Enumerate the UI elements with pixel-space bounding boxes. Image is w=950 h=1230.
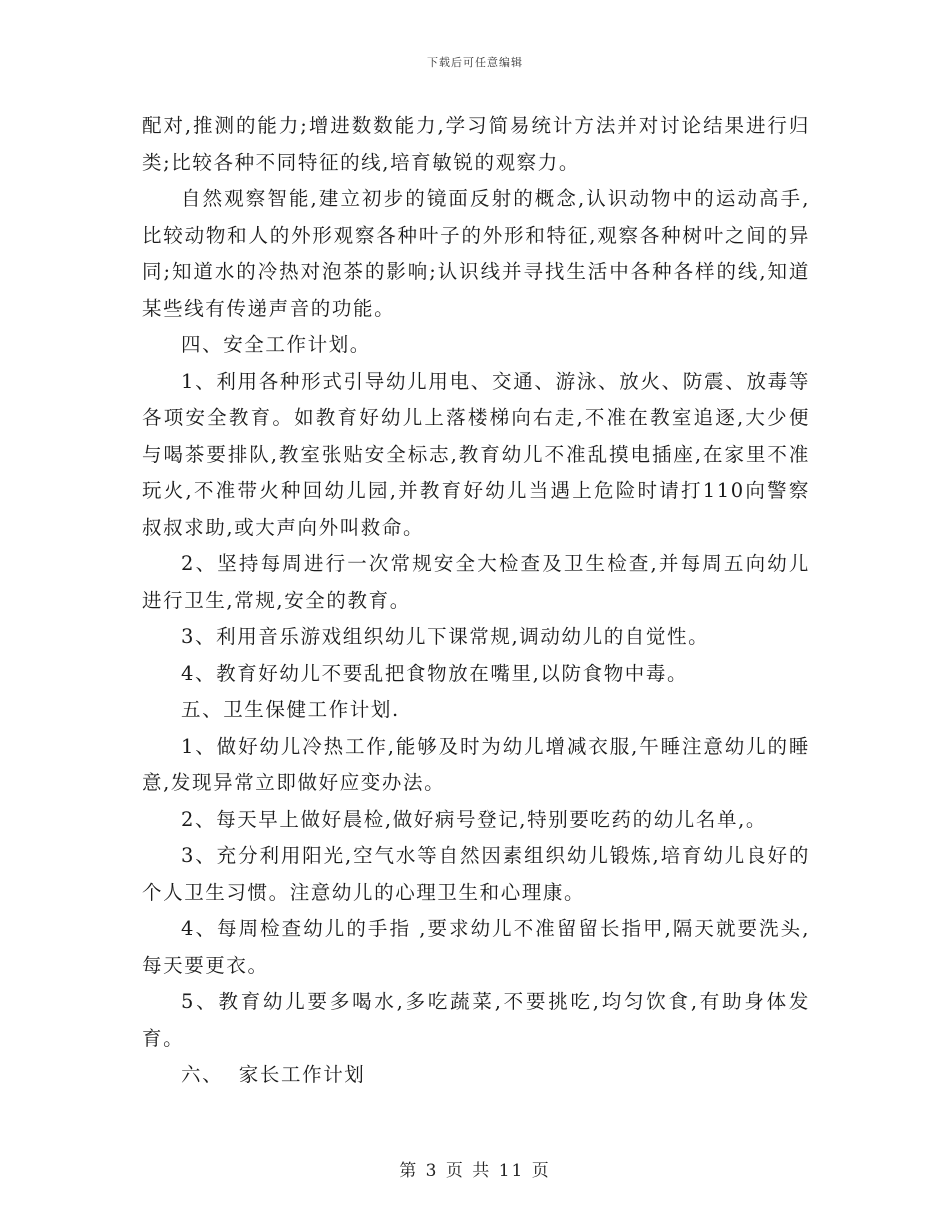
page-footer: 第 3 页 共 11 页 bbox=[399, 1161, 551, 1181]
document-body bbox=[142, 108, 810, 1094]
section-heading: 四、安全工作计划。 bbox=[181, 333, 371, 356]
paragraph: 配对,推测的能力;增进数数能力,学习简易统计方法并对讨论结果进行归类;比较各种不同特征的线,培育敏锐的观察力。 bbox=[142, 114, 810, 174]
paragraph: 2、每天早上做好晨检,做好病号登记,特别要吃药的幼儿名单,。 bbox=[181, 807, 768, 831]
paragraph: 3、利用音乐游戏组织幼儿下课常规,调动幼儿的自觉性。 bbox=[181, 625, 710, 648]
paragraph: 1、做好幼儿冷热工作,能够及时为幼儿增减衣服,午睡注意幼儿的睡意,发现异常立即做好应变办法。 bbox=[142, 734, 810, 794]
paragraph: 自然观察智能,建立初步的镜面反射的概念,认识动物中的运动高手,比较动物和人的外形观察各种叶子的外形和特征,观察各种树叶之间的异同;知道水的冷热对泡茶的影响;认识线并寻找生活中各种各样的线,知道某些线有传递声音的功能。 bbox=[142, 187, 810, 320]
paragraph: 4、每周检查幼儿的手指 ,要求幼儿不准留留长指甲,隔天就要洗头,每天要更衣。 bbox=[142, 917, 810, 977]
section-heading: 五、卫生保健工作计划. bbox=[181, 698, 400, 721]
paragraph: 2、坚持每周进行一次常规安全大检查及卫生检查,并每周五向幼儿进行卫生,常规,安全的教育。 bbox=[142, 552, 810, 612]
paragraph: 1、利用各种形式引导幼儿用电、交通、游泳、放火、防震、放毒等各项安全教育。如教育好幼儿上落楼梯向右走,不准在教室追逐,大少便与喝茶要排队,教室张贴安全标志,教育幼儿不准乱摸电插座,在家里不准玩火,不准带火种回幼儿园,并教育好幼儿当遇上危险时请打110向警察叔叔求助,或大声向外叫救命。 bbox=[142, 369, 810, 539]
page-header: 下载后可任意编辑 bbox=[427, 56, 523, 69]
paragraph: 5、教育幼儿要多喝水,多吃蔬菜,不要挑吃,均匀饮食,有助身体发育。 bbox=[142, 990, 810, 1050]
section-heading: 六、 家长工作计划 bbox=[181, 1063, 366, 1086]
paragraph: 4、教育好幼儿不要乱把食物放在嘴里,以防食物中毒。 bbox=[181, 661, 689, 685]
paragraph: 3、充分利用阳光,空气水等自然因素组织幼儿锻炼,培育幼儿良好的个人卫生习惯。注意幼儿的心理卫生和心理康。 bbox=[142, 844, 810, 904]
